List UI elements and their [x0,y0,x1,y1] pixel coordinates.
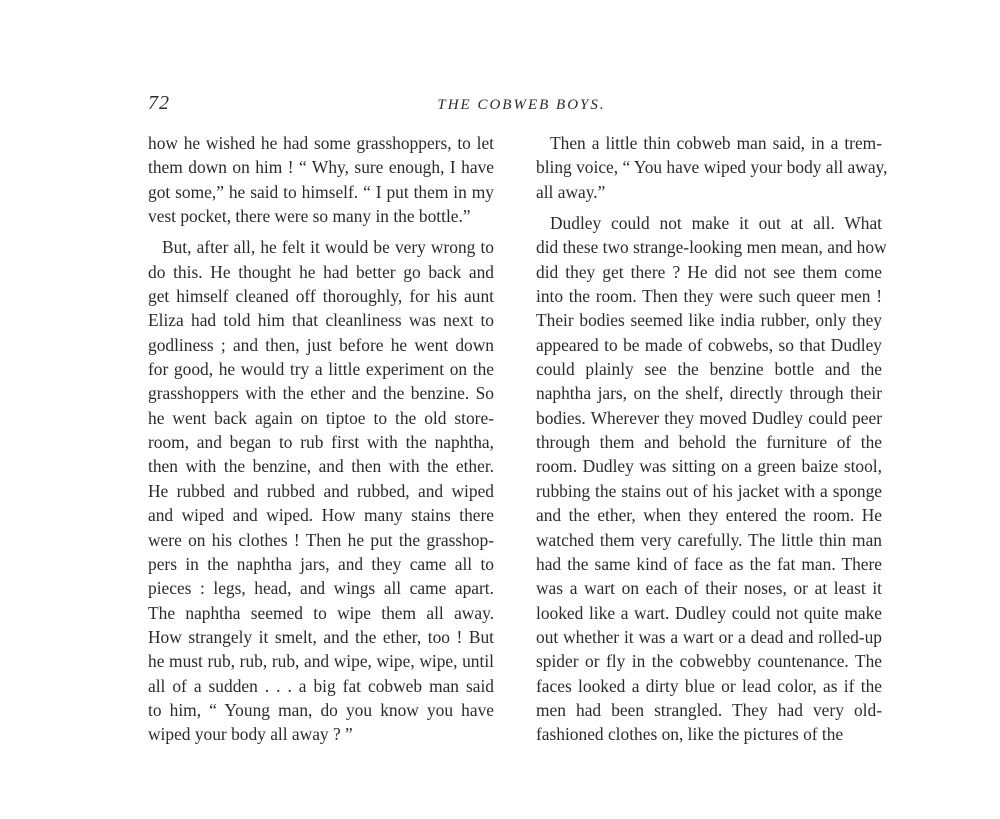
right-column [536,131,888,747]
left-column-text-line: room, and began to rub first with the naphtha, [148,432,494,453]
left-column-text-line: How strangely it smelt, and the ether, too ! But [148,626,494,647]
left-column-text-line: then with the benzine, and then with the ether. [148,456,494,477]
right-column-text-line: into the room. Then they were such queer men ! [536,286,882,307]
paragraph-gap [536,204,882,211]
right-column-text-line: bling voice, “ You have wiped your body all away, [536,157,888,178]
page-header [148,92,895,120]
right-column-text-line: faces looked a dirty blue or lead color, as if the [536,675,882,696]
left-column-text-line: were on his clothes ! Then he put the grasshop- [148,529,494,550]
right-column-text-line: rubbing the stains out of his jacket with a sponge [536,480,882,501]
left-column-text-line: how he wished he had some grasshoppers, to let [148,133,494,153]
left-column-text-line: them down on him ! “ Why, sure enough, I have [148,157,494,178]
left-column-text-line: get himself cleaned off thoroughly, for his aunt [148,286,494,307]
left-column-text-line: godliness ; and then, just before he went down [148,334,494,355]
left-column-text-line: Eliza had told him that cleanliness was next to [148,310,494,331]
right-column-text-line: watched them very carefully. The little thin man [536,529,882,550]
right-column-text-line: Their bodies seemed like india rubber, only they [536,310,882,331]
right-column-text-line: all away.” [536,181,606,202]
left-column-text-line: all of a sudden . . . a big fat cobweb man said [148,675,494,696]
left-column-text-line: pers in the naphtha jars, and they came all to [148,553,494,574]
right-column-text-line: bodies. Wherever they moved Dudley could peer [536,407,882,428]
right-column-text-line: men had been strangled. They had very old- [536,699,882,720]
left-column-text-line: and wiped and wiped. How many stains there [148,505,494,526]
right-column-text-line: naphtha jars, on the shelf, directly through their [536,383,882,404]
right-column-text-line: was a wart on each of their noses, or at least it [536,578,882,599]
right-column-text-line: Dudley could not make it out at all. What [550,213,882,234]
right-column-text-line: out whether it was a wart or a dead and rolled-up [536,626,882,647]
left-column-text-line: to him, “ Young man, do you know you have [148,699,494,720]
page-number: 72 [148,92,170,114]
right-column-text-line: did these two strange-looking men mean, and how [536,237,887,258]
left-column-text-line: The naphtha seemed to wipe them all away. [148,602,494,623]
right-column-text-line: and the ether, when they entered the room. He [536,505,882,526]
right-column-text-line: Then a little thin cobweb man said, in a trem- [550,133,882,153]
left-column-text-line: But, after all, he felt it would be very wrong to [162,237,494,258]
left-column-text-line: do this. He thought he had better go back and [148,261,494,282]
left-column-text-line: wiped your body all away ? ” [148,724,353,745]
left-column-text-line: got some,” he said to himself. “ I put them in my [148,181,494,202]
right-column-text-line: looked like a wart. Dudley could not quite make [536,602,882,623]
left-column-text-line: He rubbed and rubbed and rubbed, and wiped [148,480,494,501]
right-column-text-line: appeared to be made of cobwebs, so that Dudley [536,334,882,355]
left-column-text-line: he went back again on tiptoe to the old store- [148,407,494,428]
right-column-text-line: room. Dudley was sitting on a green baize stool, [536,456,882,477]
left-column-text-line: vest pocket, there were so many in the bottle.” [148,206,471,227]
right-column-text-line: could plainly see the benzine bottle and the [536,359,882,380]
right-column-text-line: spider or fly in the cobwebby countenance. The [536,651,882,672]
right-column-text-line: had the same kind of face as the fat man. There [536,553,882,574]
left-column-text-line: for good, he would try a little experiment on the [148,359,494,380]
left-column-text-line: pieces : legs, head, and wings all came apart. [148,578,494,599]
left-column-text-line: grasshoppers with the ether and the benzine. So [148,383,494,404]
running-title: THE COBWEB BOYS. [437,97,606,113]
right-column-text-line: did they get there ? He did not see them come [536,261,882,282]
right-column-text-line: through them and behold the furniture of the [536,432,882,453]
paragraph-gap [148,228,494,235]
left-column [148,131,494,747]
right-column-text-line: fashioned clothes on, like the pictures of the [536,724,844,745]
left-column-text-line: he must rub, rub, rub, and wipe, wipe, wipe, until [148,651,494,672]
